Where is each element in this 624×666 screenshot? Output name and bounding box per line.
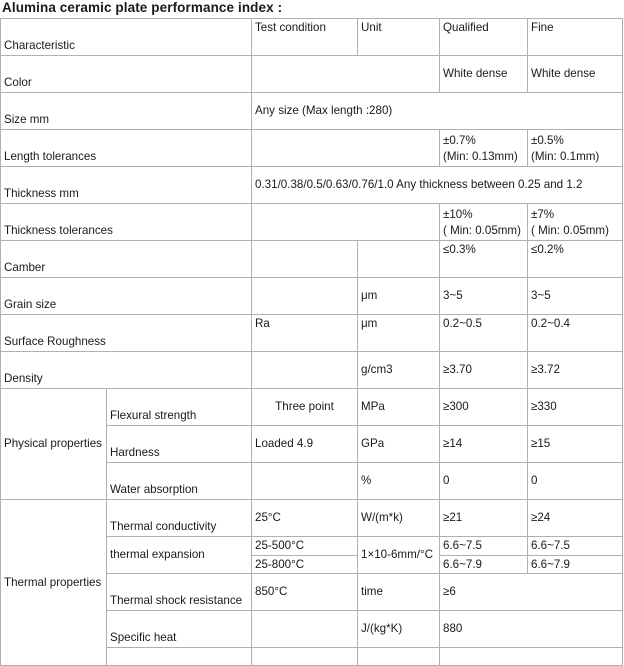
grain-unit: μm (358, 278, 440, 315)
density-unit: g/cm3 (358, 352, 440, 389)
roughness-fine: 0.2~0.4 (528, 315, 623, 352)
row-label-size: Size mm (1, 93, 252, 130)
thickness-tol-fine (528, 204, 623, 241)
row-label-thermal-shock: Thermal shock resistance (107, 574, 252, 611)
empty-cell (252, 56, 440, 93)
thickness-value: 0.31/0.38/0.5/0.63/0.76/1.0 Any thickness between 0.25 and 1.2 (252, 167, 623, 204)
row-label-camber: Camber (1, 241, 252, 278)
expansion-fine-800: 6.6~7.9 (528, 556, 623, 574)
length-tol-fine-pct: ±0.5% (531, 134, 564, 147)
length-tol-fine-min: (Min: 0.1mm) (531, 150, 600, 163)
row-label-color: Color (1, 56, 252, 93)
empty-cell (358, 241, 440, 278)
water-qualified: 0 (440, 463, 528, 500)
row-label-thickness-tolerances: Thickness tolerances (1, 204, 252, 241)
hardness-unit: GPa (358, 426, 440, 463)
table-row (1, 130, 623, 167)
header-qualified: Qualified (440, 19, 528, 56)
camber-fine: ≤0.2% (528, 241, 623, 278)
table-row (1, 315, 623, 352)
table-row (1, 167, 623, 204)
empty-cell (107, 648, 252, 666)
shock-condition: 850°C (252, 574, 358, 611)
thickness-tol-fine-min: ( Min: 0.05mm) (531, 224, 609, 237)
thickness-tol-qualified-min: ( Min: 0.05mm) (443, 224, 521, 237)
empty-cell (252, 130, 440, 167)
shock-qualified: ≥6 (440, 574, 623, 611)
expansion-condition-500: 25-500°C (252, 537, 358, 556)
table-row (1, 500, 623, 537)
flexural-fine: ≥330 (528, 389, 623, 426)
row-label-specific-heat: Specific heat (107, 611, 252, 648)
row-label-density: Density (1, 352, 252, 389)
hardness-fine: ≥15 (528, 426, 623, 463)
row-label-thermal-expansion: thermal expansion (107, 537, 252, 574)
row-label-hardness: Hardness (107, 426, 252, 463)
expansion-qualified-800: 6.6~7.9 (440, 556, 528, 574)
color-qualified: White dense (440, 56, 528, 93)
empty-cell (252, 352, 358, 389)
row-label-water-absorption: Water absorption (107, 463, 252, 500)
expansion-unit: 1×10-6mm/°C (358, 537, 440, 574)
roughness-qualified: 0.2~0.5 (440, 315, 528, 352)
table-row (1, 241, 623, 278)
empty-cell (252, 611, 358, 648)
table-row (1, 56, 623, 93)
grain-fine: 3~5 (528, 278, 623, 315)
thickness-tol-qualified (440, 204, 528, 241)
header-test-condition: Test condition (252, 19, 358, 56)
thickness-tol-fine-pct: ±7% (531, 208, 555, 221)
empty-cell (252, 648, 358, 666)
length-tol-qualified-min: (Min: 0.13mm) (443, 150, 518, 163)
thickness-tol-qualified-pct: ±10% (443, 208, 473, 221)
conductivity-fine: ≥24 (528, 500, 623, 537)
row-label-grain-size: Grain size (1, 278, 252, 315)
water-unit: % (358, 463, 440, 500)
row-label-flexural-strength: Flexural strength (107, 389, 252, 426)
density-fine: ≥3.72 (528, 352, 623, 389)
length-tol-qualified (440, 130, 528, 167)
row-label-length-tolerances: Length tolerances (1, 130, 252, 167)
empty-cell (252, 463, 358, 500)
expansion-condition-800: 25-800°C (252, 556, 358, 574)
flexural-unit: MPa (358, 389, 440, 426)
empty-cell (252, 204, 440, 241)
specific-heat-qualified: 880 (440, 611, 623, 648)
group-physical-properties: Physical properties (1, 389, 107, 500)
header-unit: Unit (358, 19, 440, 56)
table-row (1, 93, 623, 130)
roughness-unit: μm (358, 315, 440, 352)
conductivity-qualified: ≥21 (440, 500, 528, 537)
color-fine: White dense (528, 56, 623, 93)
hardness-condition: Loaded 4.9 (252, 426, 358, 463)
flexural-condition: Three point (252, 389, 358, 426)
header-row (1, 19, 623, 56)
specific-heat-unit: J/(kg*K) (358, 611, 440, 648)
length-tol-fine (528, 130, 623, 167)
shock-unit: time (358, 574, 440, 611)
table-row (1, 204, 623, 241)
empty-cell (252, 241, 358, 278)
flexural-qualified: ≥300 (440, 389, 528, 426)
performance-table (0, 18, 623, 666)
size-value: Any size (Max length :280) (252, 93, 623, 130)
empty-cell (358, 648, 440, 666)
grain-qualified: 3~5 (440, 278, 528, 315)
table-row (1, 278, 623, 315)
water-fine: 0 (528, 463, 623, 500)
row-label-thickness: Thickness mm (1, 167, 252, 204)
length-tol-qualified-pct: ±0.7% (443, 134, 476, 147)
roughness-condition: Ra (252, 315, 358, 352)
empty-cell (252, 278, 358, 315)
conductivity-unit: W/(m*k) (358, 500, 440, 537)
header-characteristic: Characteristic (1, 19, 252, 56)
table-row (1, 352, 623, 389)
table-row (1, 389, 623, 426)
density-qualified: ≥3.70 (440, 352, 528, 389)
page-title: Alumina ceramic plate performance index : (2, 0, 283, 15)
expansion-qualified-500: 6.6~7.5 (440, 537, 528, 556)
empty-cell (440, 648, 623, 666)
row-label-thermal-conductivity: Thermal conductivity (107, 500, 252, 537)
expansion-fine-500: 6.6~7.5 (528, 537, 623, 556)
camber-qualified: ≤0.3% (440, 241, 528, 278)
conductivity-condition: 25°C (252, 500, 358, 537)
hardness-qualified: ≥14 (440, 426, 528, 463)
group-thermal-properties: Thermal properties (1, 500, 107, 666)
row-label-surface-roughness: Surface Roughness (1, 315, 252, 352)
header-fine: Fine (528, 19, 623, 56)
